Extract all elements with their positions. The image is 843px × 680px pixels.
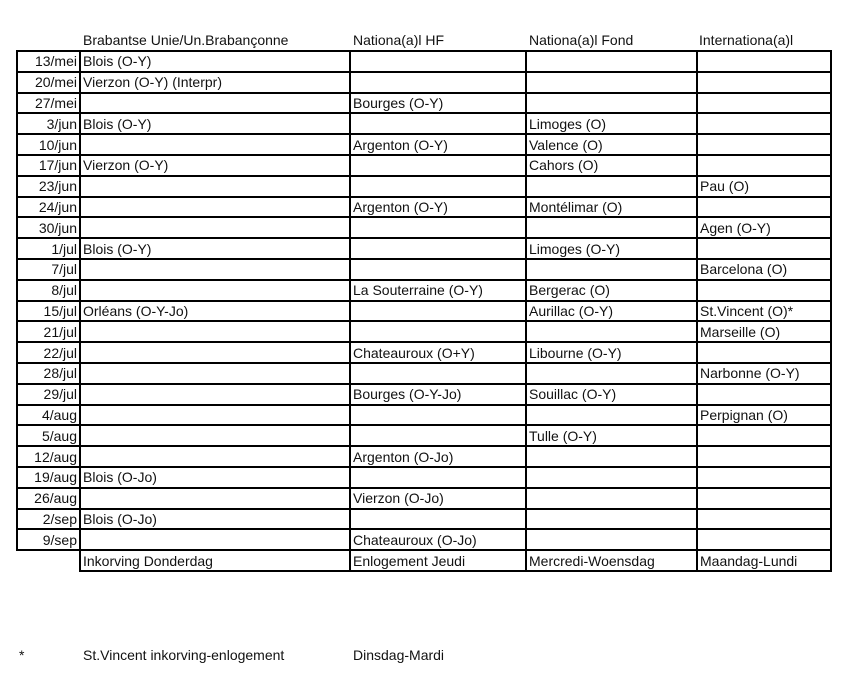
- date-cell: 1/jul: [17, 238, 80, 259]
- cell-nationaal-hf: [350, 425, 526, 446]
- cell-nationaal-hf: [350, 509, 526, 530]
- cell-internationaal: [697, 529, 831, 550]
- cell-nationaal-fond: [526, 51, 697, 72]
- table-row: [17, 384, 831, 405]
- cell-nationaal-fond: Montélimar (O): [526, 197, 697, 218]
- schedule-table: [16, 50, 832, 572]
- cell-internationaal: [697, 384, 831, 405]
- table-row: [17, 217, 831, 238]
- cell-brabantse: Orléans (O-Y-Jo): [80, 301, 350, 322]
- cell-brabantse: Blois (O-Y): [80, 113, 350, 134]
- footer-row: [17, 550, 831, 571]
- cell-nationaal-hf: Chateauroux (O+Y): [350, 342, 526, 363]
- cell-brabantse: Blois (O-Y): [80, 238, 350, 259]
- cell-nationaal-hf: [350, 217, 526, 238]
- date-cell: 8/jul: [17, 280, 80, 301]
- date-cell: 23/jun: [17, 176, 80, 197]
- cell-internationaal: [697, 197, 831, 218]
- cell-internationaal: [697, 134, 831, 155]
- cell-nationaal-fond: [526, 217, 697, 238]
- table-row: [17, 446, 831, 467]
- cell-nationaal-fond: [526, 321, 697, 342]
- date-cell: 27/mei: [17, 93, 80, 114]
- column-header-nationaal-fond: Nationa(a)l Fond: [529, 32, 634, 48]
- cell-brabantse: [80, 197, 350, 218]
- cell-internationaal: [697, 467, 831, 488]
- cell-nationaal-hf: [350, 176, 526, 197]
- table-row: [17, 93, 831, 114]
- cell-nationaal-hf: [350, 238, 526, 259]
- cell-nationaal-hf: [350, 113, 526, 134]
- cell-nationaal-hf: Argenton (O-Y): [350, 197, 526, 218]
- date-cell: 24/jun: [17, 197, 80, 218]
- cell-internationaal: St.Vincent (O)*: [697, 301, 831, 322]
- cell-internationaal: [697, 238, 831, 259]
- table-row: [17, 363, 831, 384]
- table-row: [17, 509, 831, 530]
- cell-nationaal-fond: [526, 509, 697, 530]
- table-row: [17, 113, 831, 134]
- cell-brabantse: [80, 93, 350, 114]
- footnote-day: Dinsdag-Mardi: [353, 647, 445, 663]
- cell-internationaal: Pau (O): [697, 176, 831, 197]
- cell-nationaal-hf: [350, 155, 526, 176]
- cell-brabantse: [80, 405, 350, 426]
- cell-internationaal: Marseille (O): [697, 321, 831, 342]
- date-cell: 19/aug: [17, 467, 80, 488]
- date-cell: 5/aug: [17, 425, 80, 446]
- cell-brabantse: [80, 529, 350, 550]
- cell-brabantse: [80, 217, 350, 238]
- date-cell: 28/jul: [17, 363, 80, 384]
- cell-internationaal: [697, 488, 831, 509]
- table-row: [17, 301, 831, 322]
- table-row: [17, 176, 831, 197]
- footnote-marker: *: [19, 647, 25, 663]
- cell-nationaal-fond: [526, 363, 697, 384]
- cell-nationaal-fond: [526, 467, 697, 488]
- cell-internationaal: [697, 155, 831, 176]
- date-cell: 20/mei: [17, 72, 80, 93]
- cell-nationaal-fond: Bergerac (O): [526, 280, 697, 301]
- cell-brabantse: [80, 280, 350, 301]
- date-cell: 21/jul: [17, 321, 80, 342]
- cell-nationaal-fond: Valence (O): [526, 134, 697, 155]
- table-row: [17, 342, 831, 363]
- date-cell: 2/sep: [17, 509, 80, 530]
- cell-brabantse: Vierzon (O-Y): [80, 155, 350, 176]
- table-row: [17, 72, 831, 93]
- cell-nationaal-hf: Argenton (O-Y): [350, 134, 526, 155]
- date-cell: 12/aug: [17, 446, 80, 467]
- cell-nationaal-fond: Libourne (O-Y): [526, 342, 697, 363]
- cell-internationaal: [697, 72, 831, 93]
- cell-nationaal-fond: Aurillac (O-Y): [526, 301, 697, 322]
- cell-internationaal: [697, 280, 831, 301]
- date-cell: 13/mei: [17, 51, 80, 72]
- cell-nationaal-fond: [526, 405, 697, 426]
- table-row: [17, 321, 831, 342]
- table-row: [17, 51, 831, 72]
- footer-day-nationaal-fond: Mercredi-Woensdag: [526, 550, 697, 571]
- date-cell: 17/jun: [17, 155, 80, 176]
- column-header-nationaal-hf: Nationa(a)l HF: [353, 32, 445, 48]
- date-cell: 30/jun: [17, 217, 80, 238]
- cell-brabantse: [80, 321, 350, 342]
- date-cell: 29/jul: [17, 384, 80, 405]
- cell-nationaal-hf: [350, 259, 526, 280]
- cell-brabantse: Blois (O-Jo): [80, 467, 350, 488]
- cell-nationaal-hf: [350, 405, 526, 426]
- table-row: [17, 529, 831, 550]
- date-cell: 10/jun: [17, 134, 80, 155]
- cell-nationaal-hf: [350, 301, 526, 322]
- footer-day-nationaal-hf: Enlogement Jeudi: [350, 550, 526, 571]
- cell-nationaal-hf: [350, 467, 526, 488]
- cell-nationaal-fond: Limoges (O): [526, 113, 697, 134]
- cell-nationaal-fond: [526, 176, 697, 197]
- cell-nationaal-hf: [350, 51, 526, 72]
- cell-nationaal-fond: [526, 72, 697, 93]
- cell-nationaal-fond: [526, 93, 697, 114]
- cell-brabantse: [80, 259, 350, 280]
- cell-brabantse: [80, 176, 350, 197]
- cell-nationaal-hf: [350, 72, 526, 93]
- cell-nationaal-fond: Tulle (O-Y): [526, 425, 697, 446]
- cell-nationaal-fond: [526, 529, 697, 550]
- cell-nationaal-hf: Chateauroux (O-Jo): [350, 529, 526, 550]
- cell-internationaal: [697, 113, 831, 134]
- table-row: [17, 488, 831, 509]
- cell-nationaal-hf: Argenton (O-Jo): [350, 446, 526, 467]
- table-row: [17, 467, 831, 488]
- cell-internationaal: Barcelona (O): [697, 259, 831, 280]
- cell-internationaal: [697, 51, 831, 72]
- table-row: [17, 155, 831, 176]
- date-cell: 4/aug: [17, 405, 80, 426]
- cell-internationaal: Narbonne (O-Y): [697, 363, 831, 384]
- date-cell: 7/jul: [17, 259, 80, 280]
- cell-brabantse: [80, 425, 350, 446]
- cell-nationaal-fond: [526, 488, 697, 509]
- cell-internationaal: [697, 446, 831, 467]
- date-cell: 3/jun: [17, 113, 80, 134]
- cell-nationaal-hf: Bourges (O-Y-Jo): [350, 384, 526, 405]
- cell-nationaal-hf: Vierzon (O-Jo): [350, 488, 526, 509]
- cell-internationaal: [697, 342, 831, 363]
- footer-day-internationaal: Maandag-Lundi: [697, 550, 831, 571]
- cell-nationaal-hf: La Souterraine (O-Y): [350, 280, 526, 301]
- table-row: [17, 134, 831, 155]
- cell-nationaal-hf: [350, 363, 526, 384]
- cell-nationaal-fond: [526, 446, 697, 467]
- table-row: [17, 238, 831, 259]
- footnote-text: St.Vincent inkorving-enlogement: [83, 647, 285, 663]
- table-row: [17, 425, 831, 446]
- table-row: [17, 280, 831, 301]
- table-row: [17, 259, 831, 280]
- date-cell: 22/jul: [17, 342, 80, 363]
- cell-nationaal-fond: Souillac (O-Y): [526, 384, 697, 405]
- cell-brabantse: Blois (O-Y): [80, 51, 350, 72]
- cell-nationaal-fond: Limoges (O-Y): [526, 238, 697, 259]
- cell-brabantse: Blois (O-Jo): [80, 509, 350, 530]
- cell-internationaal: Agen (O-Y): [697, 217, 831, 238]
- table-row: [17, 197, 831, 218]
- cell-nationaal-hf: Bourges (O-Y): [350, 93, 526, 114]
- cell-brabantse: [80, 384, 350, 405]
- column-header-brabantse: Brabantse Unie/Un.Brabançonne: [83, 32, 289, 48]
- cell-brabantse: [80, 363, 350, 384]
- cell-brabantse: [80, 134, 350, 155]
- cell-internationaal: [697, 509, 831, 530]
- cell-brabantse: [80, 488, 350, 509]
- cell-internationaal: [697, 93, 831, 114]
- cell-nationaal-fond: [526, 259, 697, 280]
- cell-internationaal: [697, 425, 831, 446]
- date-cell: 26/aug: [17, 488, 80, 509]
- date-cell: 9/sep: [17, 529, 80, 550]
- column-header-internationaal: Internationa(a)l: [699, 32, 794, 48]
- cell-brabantse: [80, 446, 350, 467]
- cell-nationaal-fond: Cahors (O): [526, 155, 697, 176]
- cell-brabantse: [80, 342, 350, 363]
- date-cell: 15/jul: [17, 301, 80, 322]
- footer-empty-cell: [17, 550, 80, 571]
- cell-internationaal: Perpignan (O): [697, 405, 831, 426]
- cell-nationaal-hf: [350, 321, 526, 342]
- footer-day-brabantse: Inkorving Donderdag: [80, 550, 350, 571]
- cell-brabantse: Vierzon (O-Y) (Interpr): [80, 72, 350, 93]
- table-row: [17, 405, 831, 426]
